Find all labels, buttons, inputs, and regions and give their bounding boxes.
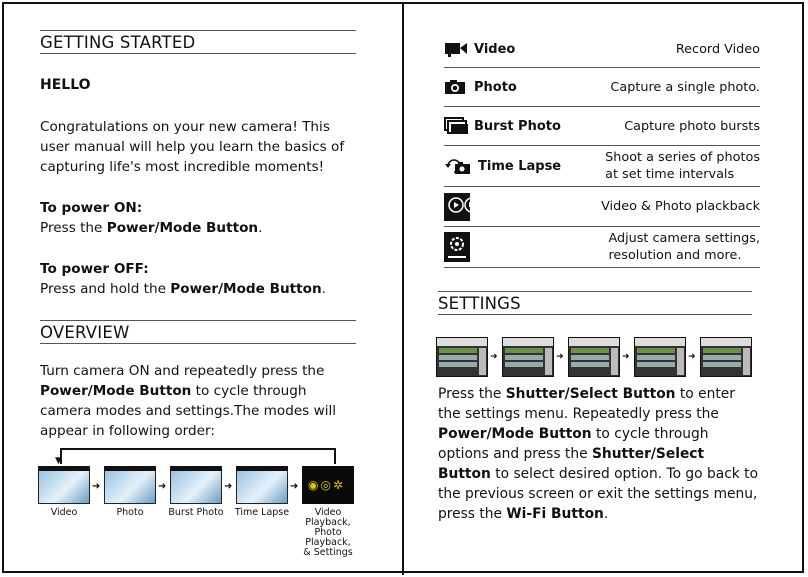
overview-text: Turn camera ON and repeatedly press the Power/Mode Button to cycle through camera modes and settings.The modes will appear in following order: [40, 363, 337, 439]
settings-text: Press the Shutter/Select Button to enter the settings menu. Repeatedly press the Power/Mode Button to cycle through options and press the Shutter/Select Button to select desired option. To go back to the previous screen or exit the settings menu, press the Wi-Fi Button. [438, 386, 759, 522]
settings-screen [502, 337, 554, 377]
cycle-arrow-icon: ▼ [55, 456, 62, 466]
overview-title: OVERVIEW [40, 320, 356, 344]
power-on-title: To power ON: [40, 200, 143, 216]
video-camera-icon [444, 41, 470, 57]
burst-icon [444, 117, 470, 135]
settings-menu-sequence [436, 337, 756, 381]
power-on-text: Press the Power/Mode Button. [40, 220, 263, 236]
cam-label-timelapse: Time Lapse [234, 507, 290, 518]
mode-row-playback: Video & Photo plackback [444, 187, 760, 227]
power-off-title: To power OFF: [40, 261, 149, 277]
page-divider [402, 2, 404, 575]
getting-started-title: GETTING STARTED [40, 30, 356, 54]
arrow-icon: ➜ [490, 352, 498, 362]
mode-row-photo: Photo Capture a single photo. [444, 68, 760, 107]
cam-photo [104, 466, 156, 504]
playback-icon [444, 193, 470, 221]
settings-screen [700, 337, 752, 377]
settings-title: SETTINGS [438, 291, 752, 315]
mode-row-timelapse: Time Lapse Shoot a series of photos at set time intervals [444, 146, 760, 187]
timelapse-icon [444, 156, 470, 176]
mode-row-video: Video Record Video [444, 31, 760, 68]
cam-label-settings: Video Playback, Photo Playback, & Settings [303, 507, 353, 558]
cam-video [38, 466, 90, 504]
settings-screen [568, 337, 620, 377]
power-off-text: Press and hold the Power/Mode Button. [40, 281, 326, 297]
arrow-icon: ➜ [92, 481, 101, 492]
camera-icon [444, 79, 470, 95]
arrow-icon: ➜ [688, 352, 696, 362]
hello-heading: HELLO [40, 77, 91, 93]
mode-cycle-diagram [38, 446, 358, 558]
intro-text: Congratulations on your new camera! This user manual will help you learn the basics of capturing life's most incredible moments! [40, 119, 345, 175]
mode-row-burst: Burst Photo Capture photo bursts [444, 107, 760, 146]
cam-timelapse [236, 466, 288, 504]
cycle-loop-line [60, 448, 336, 464]
arrow-icon: ➜ [224, 481, 233, 492]
cam-burst [170, 466, 222, 504]
settings-icon [444, 232, 470, 262]
arrow-icon: ➜ [158, 481, 167, 492]
arrow-icon: ➜ [622, 352, 630, 362]
arrow-icon: ➜ [290, 481, 299, 492]
mode-row-settings: Adjust camera settings, resolution and more. [444, 227, 760, 268]
cam-label-video: Video [50, 507, 78, 518]
settings-icons: ◉◎✲ [308, 478, 345, 492]
arrow-icon: ➜ [556, 352, 564, 362]
cam-settings [302, 466, 354, 504]
settings-screen [436, 337, 488, 377]
cam-label-photo: Photo [116, 507, 144, 518]
cam-label-burst: Burst Photo [168, 507, 224, 518]
settings-screen [634, 337, 686, 377]
